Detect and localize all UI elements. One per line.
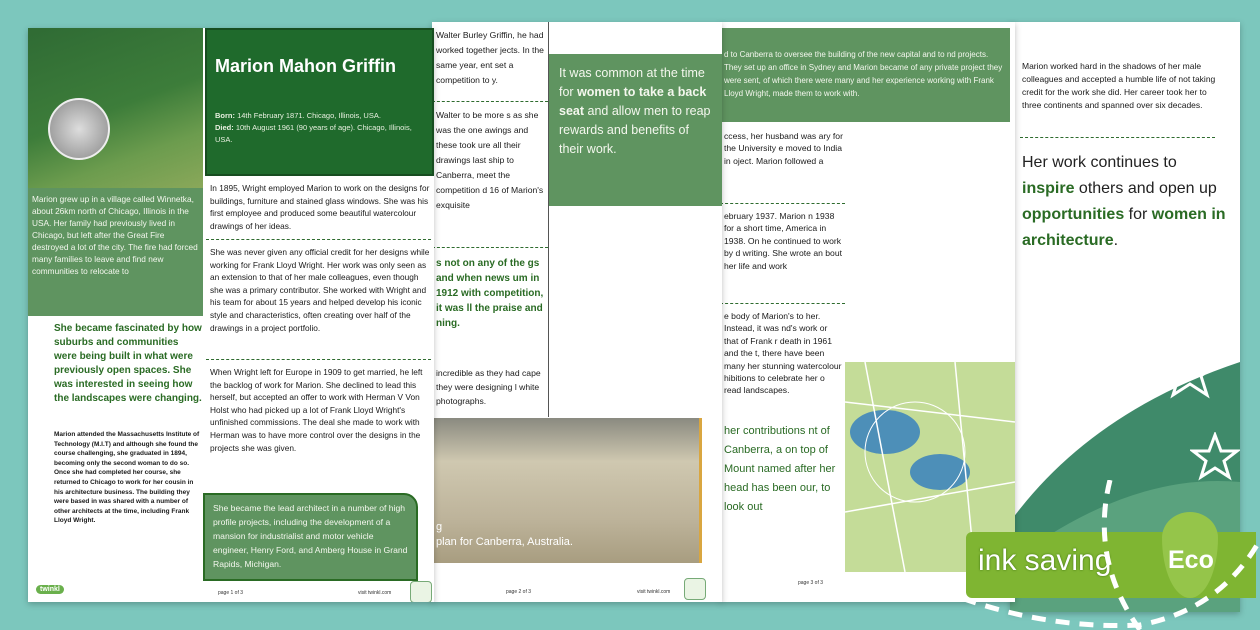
page2-paragraph: Walter to be more s as she was the one awings and these took ure all their drawings last ship to Canberra, meet the competition d 16 of Marion's exquisite (436, 110, 544, 210)
page1-paragraph: When Wright left for Europe in 1909 to get married, he left the backlog of work for Marion. She declined to lead this herself, but accepted an offer to work with Herman V Von Holst who had picked up a lot of Frank Lloyd Wright's unfinished commissions. The deal she made to work with Herman was to have more control over the designs in the projects she was given. (210, 367, 423, 453)
page1-header: Marion Mahon Griffin Born: 14th February 1871. Chicago, Illinois, USA. Died: 10th August 1961 (90 years of age). Chicago, Illinois, USA. (205, 28, 434, 176)
quote-box: It was common at the time for women to take a back seat and allow men to reap rewards and benefits of their work. (549, 54, 722, 206)
page2-paragraph: incredible as they had cape they were designing l white photographs. (436, 368, 541, 406)
page3-paragraph: ebruary 1937. Marion n 1938 for a short time, America in 1938. On he continued to work by d writing. She wrote an bout her life and work (724, 211, 842, 271)
page-number: page 1 of 3 (218, 590, 244, 596)
page4-closing-statement: Her work continues to inspire others and open up opportunities for women in architecture. (1022, 154, 1226, 249)
eco-label: Eco (1168, 546, 1214, 574)
page2-highlight: s not on any of the gs and when news um in 1912 with competition, it was ll the praise and ning. (436, 258, 544, 329)
portrait-photo (48, 98, 110, 160)
page-title: Marion Mahon Griffin (215, 56, 396, 76)
canberra-plan-image (432, 418, 702, 563)
page3-paragraph: e body of Marion's to her. Instead, it was nd's work or that of Frank r death in 1961 and the t, there have been many her stunning watercolour hibitions to celebrate her o read landscapes. (724, 311, 842, 396)
page3-highlight: her contributions nt of Canberra, a on top of Mount named after her head has been our, to look out (724, 425, 836, 513)
page1-paragraph: In 1895, Wright employed Marion to work on the designs for buildings, furniture and stained glass windows. She was his first employee and produced some beautiful watercolour drawings of her ideas. (210, 183, 430, 231)
twinkl-logo: twinkl (36, 585, 64, 594)
page-number: page 2 of 3 (506, 589, 532, 595)
intro-box: Marion grew up in a village called Winnetka, about 26km north of Chicago, Illinois in the USA. Her family had previously lived in Chicago, but left after the Great Fire destroyed a lot of the city. The fire had forced many families to leave and find new communities to relocate to (28, 188, 203, 316)
page4-paragraph: Marion worked hard in the shadows of her male colleagues and accepted a humble life of not taking credit for the work she did. Her career took her to three continents and spanned over six decades. (1022, 61, 1216, 110)
worksheet-page-2 (432, 22, 722, 602)
page2-paragraph: Walter Burley Griffin, he had worked together jects. In the same year, ent set a competition to y. (436, 30, 544, 85)
twinkl-badge-icon (684, 578, 706, 600)
worksheet-page-1 (28, 28, 434, 602)
lead-architect-box: She became the lead architect in a number of high profile projects, including the development of a mansion for industrialist and motor vehicle engineer, Henry Ford, and Amberg House in Grand Rapids, Michigan. (203, 493, 418, 581)
page3-green-band: d to Canberra to oversee the building of the new capital and to nd projects. They set up an office in Sydney and Marion became of any private project they were sent, of which there were many and her experience working with Frank Lloyd Wright, made them to work with. (720, 28, 1010, 122)
page1-mit-paragraph: Marion attended the Massachusetts Institute of Technology (M.I.T) and although she found the course challenging, she graduated in 1894, becoming only the second woman to do so. Once she had completed her course, she returned to Chicago to work for her cousin in his architecture business. The building they were based in was shared with a number of other architects at the time, including Frank Lloyd Wright. (54, 431, 200, 525)
page1-highlight: She became fascinated by how suburbs and communities were being built in what were previously open spaces. She was interested in seeing how the landscapes were changing. (54, 323, 202, 404)
portrait-landscape-image (28, 28, 203, 188)
page1-paragraph: She was never given any official credit for her designs while working for Frank Lloyd Wright. Her work was only seen as an extension to that of her male colleagues, even though she was a primary contributor. She worked with Wright and his team for about 15 years and helped develop his iconic style and characteristics, often creating over half of the drawings in a project portfolio. (210, 247, 430, 333)
site-link[interactable]: visit twinkl.com (358, 590, 392, 596)
dashed-path-decoration (940, 480, 1260, 630)
image-caption: g plan for Canberra, Australia. (436, 521, 573, 548)
site-link[interactable]: visit twinkl.com (637, 589, 671, 595)
page3-paragraph: ccess, her husband was ary for the University e moved to India in oject. Marion followed a (724, 131, 843, 166)
twinkl-badge-icon (410, 581, 432, 602)
star-icon (1160, 342, 1220, 402)
ink-saving-label: ink saving (978, 544, 1112, 577)
page-number: page 3 of 3 (798, 580, 824, 586)
star-icon (1190, 432, 1240, 482)
